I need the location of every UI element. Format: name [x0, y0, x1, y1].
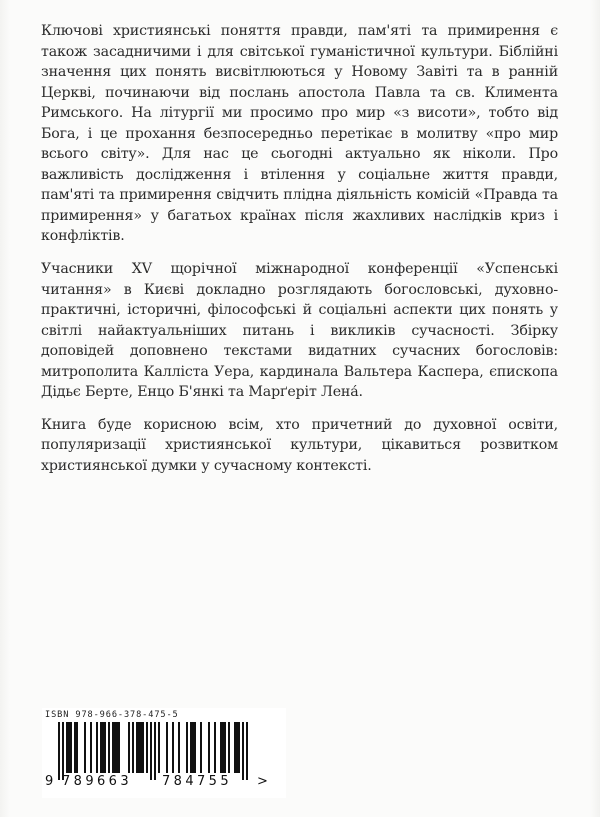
annotation-paragraph-3: Книга буде корисною всім, хто причетний до духовної освіти, популяризації християнської культури, цікавиться розвитком християнської думки у сучасному контексті. [41, 416, 558, 474]
barcode-bar [200, 722, 202, 773]
ean-first-digit: 9 [45, 774, 54, 789]
barcode-bar [222, 722, 224, 773]
barcode-bar [132, 722, 134, 773]
barcode-bar [142, 722, 144, 773]
barcode-bar [112, 722, 114, 773]
barcode-bar [192, 722, 194, 773]
barcode-bar [166, 722, 168, 773]
barcode-bar [224, 722, 226, 773]
barcode-bar [242, 722, 244, 780]
barcode-bar [68, 722, 70, 773]
barcode-bar [146, 722, 148, 773]
barcode-bar [194, 722, 196, 773]
barcode-bar [62, 722, 64, 780]
barcode-bar [74, 722, 76, 773]
barcode-bar [136, 722, 138, 773]
barcode-bar [214, 722, 216, 773]
barcode-bar [70, 722, 72, 773]
barcode-bar [58, 722, 60, 780]
barcode-bar [118, 722, 120, 773]
barcode-bar [246, 722, 248, 780]
barcode-bar [154, 722, 156, 780]
barcode-bar [96, 722, 98, 773]
annotation-text [41, 21, 558, 488]
barcode-bar [140, 722, 142, 773]
ean-left-group: 789663 [62, 774, 133, 789]
barcode-bar [228, 722, 230, 773]
barcode-bar [236, 722, 238, 773]
barcode-bar [158, 722, 160, 773]
barcode-bar [186, 722, 188, 773]
barcode-bar [116, 722, 118, 773]
barcode-bar [84, 722, 86, 773]
isbn-barcode [42, 708, 286, 798]
annotation-paragraph-2: Учасники XV щорічної міжнародної конференції «Успенські читання» в Києві докладно розглядають богословські, духовно-практичні, історичні, філософські й соціальні аспекти цих понять у світлі найактуальніших питань і викликів сучасності. Збірку доповідей доповнено текстами видатних сучасних богословів: митрополита Калліста Уера, кардинала Вальтера Каспера, єпископа Дідьє Берте, Енцо Б'янкі та Марґеріт Лена́. [41, 261, 558, 401]
barcode-bar [238, 722, 240, 773]
barcode-bar [104, 722, 106, 773]
annotation-paragraph-1: Ключові християнські поняття правди, пам'яті та примирення є також засадничими і для світської гуманістичної культури. Біблійні значення цих понять висвітлюються у Новому Завіті та в ранній Церкві, починаючи від послань апостола Павла та св. Климента Римського. На літургії ми просимо про мир «з висоти», тобто від Бога, і це прохання безпосередньо перетікає в молитву «про мир всього світу». Для нас це сьогодні актуально як ніколи. Про важливість дослідження і втілення у соціальне життя правди, пам'яті та примирення свідчить плідна діяльність комісій «Правда та примирення» у багатьох країнах після жахливих наслідків криз і конфліктів. [41, 23, 558, 245]
barcode-bar [128, 722, 130, 773]
barcode-bar [90, 722, 92, 773]
barcode-bar [138, 722, 140, 773]
barcode-bar [190, 722, 192, 773]
barcode-bar [234, 722, 236, 773]
barcode-bar [100, 722, 102, 773]
barcode-bar [76, 722, 78, 773]
barcode-bar [108, 722, 110, 773]
barcode-bar [178, 722, 180, 773]
barcode-bar [172, 722, 174, 773]
barcode-bar [102, 722, 104, 773]
barcode-bar [66, 722, 68, 773]
barcode-bar [220, 722, 222, 773]
isbn-number: ISBN 978-966-378-475-5 [45, 710, 179, 720]
barcode-bar [114, 722, 116, 773]
barcode-bar [150, 722, 152, 780]
barcode-bar [208, 722, 210, 773]
ean-right-group: 784755 [162, 774, 233, 789]
ean-quiet-zone-mark: > [257, 774, 268, 789]
